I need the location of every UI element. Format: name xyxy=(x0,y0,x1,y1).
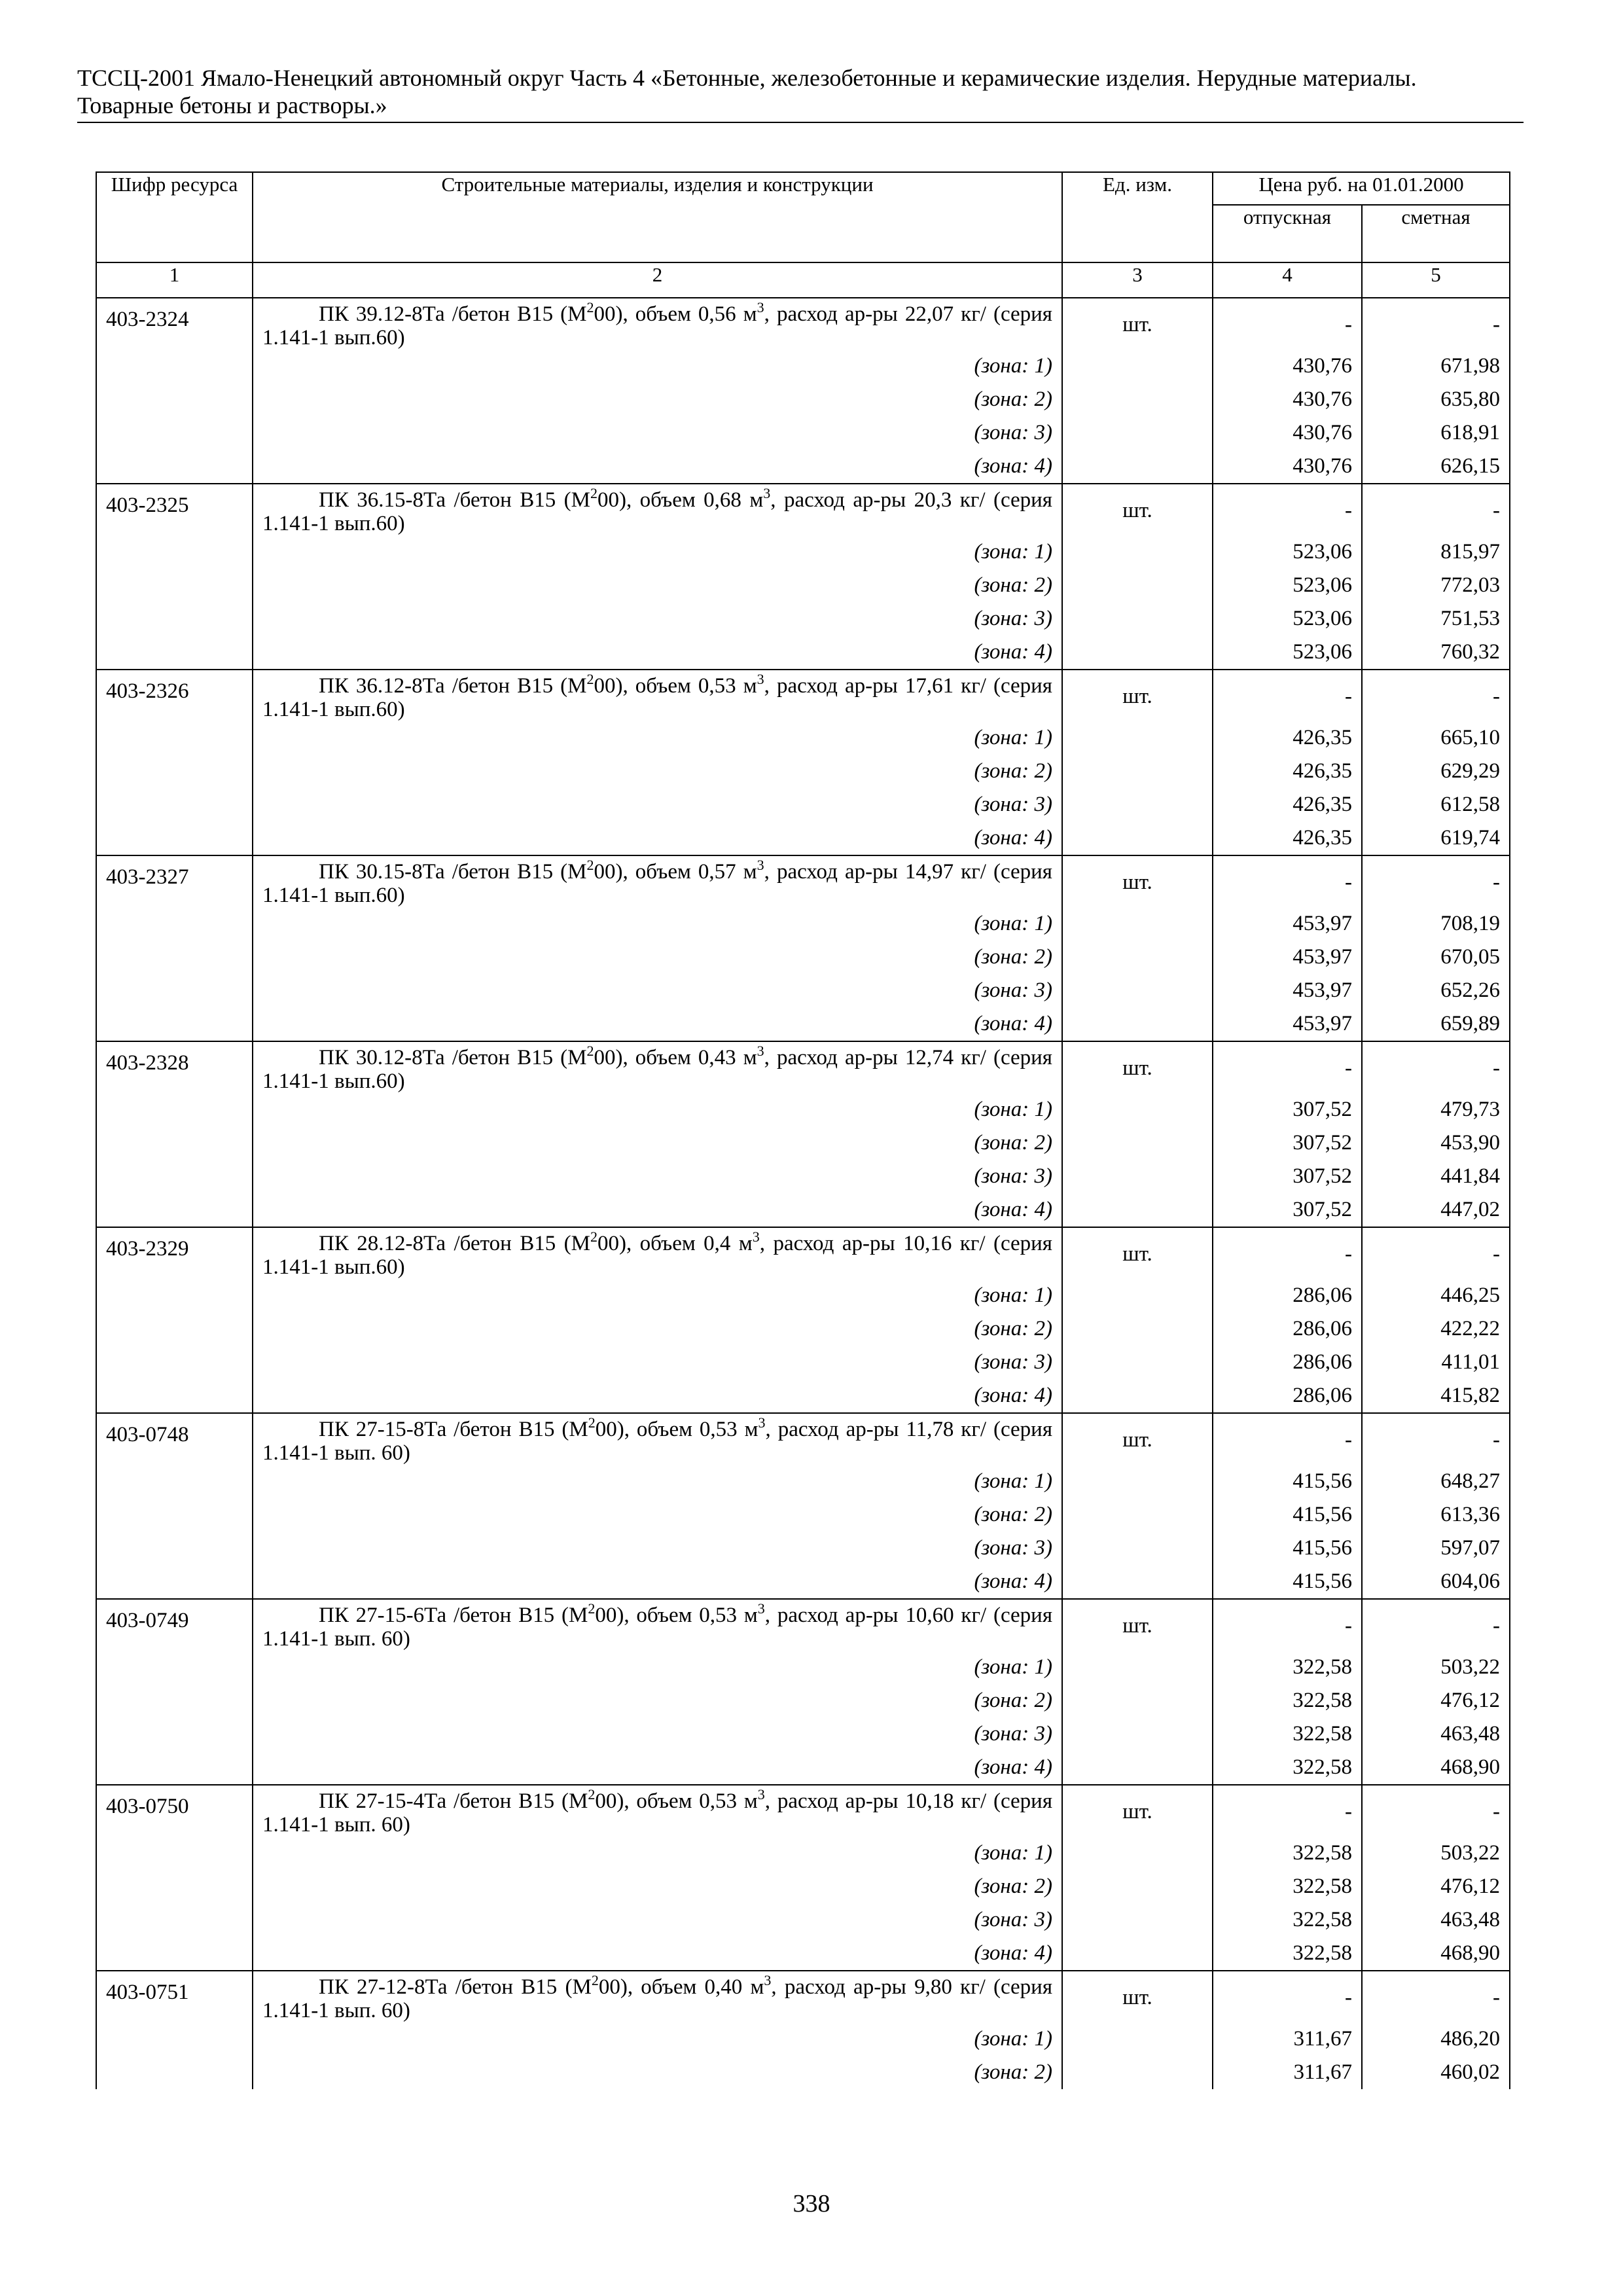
release-price: - xyxy=(1213,1041,1362,1093)
zone-row xyxy=(96,416,1510,450)
release-price: - xyxy=(1213,855,1362,907)
zone-release-price: 523,06 xyxy=(1213,535,1362,569)
zone-release-price: 322,58 xyxy=(1213,1651,1362,1684)
zone-label: (зона: 3) xyxy=(253,788,1062,821)
desc-mid: 00), объем 0,4 м xyxy=(597,1232,753,1255)
zone-estimate-price: 619,74 xyxy=(1362,821,1510,855)
material-description xyxy=(253,298,1062,350)
price-table xyxy=(96,171,1510,2089)
zone-row xyxy=(96,1751,1510,1785)
zone-row xyxy=(96,788,1510,821)
table-row xyxy=(96,1413,1510,1465)
desc-sup: 2 xyxy=(586,299,594,315)
zone-label: (зона: 2) xyxy=(253,941,1062,974)
header-rule xyxy=(77,122,1524,123)
zone-release-price: 426,35 xyxy=(1213,721,1362,755)
zone-release-price: 322,58 xyxy=(1213,1870,1362,1903)
resource-code: 403-2326 xyxy=(96,670,253,855)
desc-suffix: , расход ар-ры 14,97 кг/ (серия 1.141-1 вып.60) xyxy=(262,860,1052,907)
material-description-text xyxy=(262,1972,1053,2022)
zone-label: (зона: 4) xyxy=(253,636,1062,670)
table-row xyxy=(96,855,1510,907)
resource-code: 403-2324 xyxy=(96,298,253,484)
zone-row xyxy=(96,636,1510,670)
zone-label: (зона: 1) xyxy=(253,1279,1062,1312)
estimate-price: - xyxy=(1362,1041,1510,1093)
zone-release-price: 523,06 xyxy=(1213,636,1362,670)
desc-prefix: ПК 28.12-8Та /бетон В15 (М xyxy=(319,1232,590,1255)
zone-row xyxy=(96,1651,1510,1684)
material-description xyxy=(253,1041,1062,1093)
zone-release-price: 286,06 xyxy=(1213,1312,1362,1346)
desc-mid: 00), объем 0,57 м xyxy=(594,860,757,884)
col-header-estimate: сметная xyxy=(1362,205,1510,262)
zone-estimate-price: 463,48 xyxy=(1362,1717,1510,1751)
desc-suffix: , расход ар-ры 9,80 кг/ (серия 1.141-1 вып. 60) xyxy=(262,1975,1053,2022)
zone-release-price: 322,58 xyxy=(1213,1717,1362,1751)
zone-estimate-price: 708,19 xyxy=(1362,907,1510,941)
zone-estimate-price: 503,22 xyxy=(1362,1651,1510,1684)
table-row xyxy=(96,1041,1510,1093)
desc-prefix: ПК 39.12-8Та /бетон В15 (М xyxy=(319,302,587,326)
zone-row xyxy=(96,1937,1510,1971)
zone-label: (зона: 4) xyxy=(253,1193,1062,1227)
zone-estimate-price: 422,22 xyxy=(1362,1312,1510,1346)
zone-release-price: 322,58 xyxy=(1213,1837,1362,1870)
zone-release-price: 426,35 xyxy=(1213,755,1362,788)
zone-release-price: 430,76 xyxy=(1213,450,1362,484)
release-price: - xyxy=(1213,1599,1362,1651)
zone-label: (зона: 2) xyxy=(253,1870,1062,1903)
zone-release-price: 415,56 xyxy=(1213,1498,1362,1532)
unit: шт. xyxy=(1062,1413,1213,1599)
desc-suffix: , расход ар-ры 10,16 кг/ (серия 1.141-1 вып.60) xyxy=(262,1232,1052,1279)
table-row xyxy=(96,1971,1510,2022)
zone-release-price: 415,56 xyxy=(1213,1465,1362,1498)
release-price: - xyxy=(1213,1413,1362,1465)
zone-release-price: 322,58 xyxy=(1213,1751,1362,1785)
zone-estimate-price: 772,03 xyxy=(1362,569,1510,602)
desc-suffix: , расход ар-ры 22,07 кг/ (серия 1.141-1 вып.60) xyxy=(262,302,1052,350)
zone-row xyxy=(96,821,1510,855)
zone-estimate-price: 476,12 xyxy=(1362,1684,1510,1717)
zone-label: (зона: 1) xyxy=(253,350,1062,383)
zone-release-price: 523,06 xyxy=(1213,569,1362,602)
desc-sup: 3 xyxy=(757,1786,765,1803)
zone-row xyxy=(96,1379,1510,1413)
zone-label: (зона: 2) xyxy=(253,383,1062,416)
zone-estimate-price: 447,02 xyxy=(1362,1193,1510,1227)
zone-label: (зона: 1) xyxy=(253,907,1062,941)
desc-sup: 3 xyxy=(764,1972,772,1988)
unit: шт. xyxy=(1062,1971,1213,2089)
zone-estimate-price: 665,10 xyxy=(1362,721,1510,755)
material-description-text xyxy=(262,1043,1052,1093)
material-description-text xyxy=(262,1600,1053,1651)
desc-sup: 2 xyxy=(586,1043,594,1059)
zone-row xyxy=(96,1684,1510,1717)
resource-code: 403-2325 xyxy=(96,484,253,670)
zone-label: (зона: 1) xyxy=(253,2022,1062,2056)
zone-estimate-price: 468,90 xyxy=(1362,1751,1510,1785)
desc-sup: 3 xyxy=(758,1414,766,1431)
zone-release-price: 415,56 xyxy=(1213,1532,1362,1565)
zone-label: (зона: 4) xyxy=(253,1565,1062,1599)
col-header-price: Цена руб. на 01.01.2000 xyxy=(1213,172,1510,205)
zone-row xyxy=(96,974,1510,1007)
desc-prefix: ПК 27-15-8Та /бетон В15 (М xyxy=(319,1418,588,1441)
zone-row xyxy=(96,1532,1510,1565)
zone-label: (зона: 4) xyxy=(253,450,1062,484)
zone-estimate-price: 671,98 xyxy=(1362,350,1510,383)
zone-row xyxy=(96,1465,1510,1498)
zone-label: (зона: 3) xyxy=(253,1160,1062,1193)
desc-suffix: , расход ар-ры 17,61 кг/ (серия 1.141-1 вып.60) xyxy=(262,674,1052,721)
zone-label: (зона: 4) xyxy=(253,1379,1062,1413)
zone-release-price: 523,06 xyxy=(1213,602,1362,636)
col-number: 2 xyxy=(253,262,1062,298)
table-row xyxy=(96,1599,1510,1651)
zone-row xyxy=(96,1870,1510,1903)
zone-row xyxy=(96,721,1510,755)
material-description-text xyxy=(262,485,1052,535)
zone-estimate-price: 760,32 xyxy=(1362,636,1510,670)
zone-release-price: 311,67 xyxy=(1213,2056,1362,2089)
zone-release-price: 453,97 xyxy=(1213,907,1362,941)
zone-estimate-price: 415,82 xyxy=(1362,1379,1510,1413)
table-row xyxy=(96,670,1510,721)
material-description xyxy=(253,1599,1062,1651)
unit: шт. xyxy=(1062,1227,1213,1413)
material-description xyxy=(253,1785,1062,1837)
estimate-price: - xyxy=(1362,670,1510,721)
zone-label: (зона: 1) xyxy=(253,1651,1062,1684)
desc-mid: 00), объем 0,56 м xyxy=(594,302,757,326)
zone-label: (зона: 3) xyxy=(253,1903,1062,1937)
zone-release-price: 453,97 xyxy=(1213,941,1362,974)
resource-code: 403-0750 xyxy=(96,1785,253,1971)
zone-release-price: 426,35 xyxy=(1213,788,1362,821)
desc-prefix: ПК 27-12-8Та /бетон В15 (М xyxy=(319,1975,592,1999)
zone-label: (зона: 2) xyxy=(253,1684,1062,1717)
unit: шт. xyxy=(1062,670,1213,855)
unit: шт. xyxy=(1062,1041,1213,1227)
material-description-text xyxy=(262,1786,1053,1837)
estimate-price: - xyxy=(1362,1971,1510,2022)
zone-release-price: 453,97 xyxy=(1213,974,1362,1007)
zone-estimate-price: 815,97 xyxy=(1362,535,1510,569)
estimate-price: - xyxy=(1362,1227,1510,1279)
zone-row xyxy=(96,1498,1510,1532)
zone-estimate-price: 597,07 xyxy=(1362,1532,1510,1565)
zone-estimate-price: 468,90 xyxy=(1362,1937,1510,1971)
zone-label: (зона: 4) xyxy=(253,821,1062,855)
table-row xyxy=(96,1785,1510,1837)
desc-sup: 3 xyxy=(763,485,771,501)
zone-label: (зона: 2) xyxy=(253,2056,1062,2089)
material-description xyxy=(253,1413,1062,1465)
resource-code: 403-0748 xyxy=(96,1413,253,1599)
table-row xyxy=(96,484,1510,535)
desc-mid: 00), объем 0,53 м xyxy=(594,674,757,698)
zone-label: (зона: 3) xyxy=(253,1717,1062,1751)
zone-label: (зона: 1) xyxy=(253,1465,1062,1498)
zone-estimate-price: 486,20 xyxy=(1362,2022,1510,2056)
zone-row xyxy=(96,941,1510,974)
zone-row xyxy=(96,1565,1510,1599)
desc-sup: 2 xyxy=(590,485,597,501)
zone-label: (зона: 3) xyxy=(253,974,1062,1007)
desc-sup: 3 xyxy=(757,857,764,873)
material-description xyxy=(253,670,1062,721)
zone-release-price: 453,97 xyxy=(1213,1007,1362,1041)
zone-row xyxy=(96,1007,1510,1041)
zone-release-price: 307,52 xyxy=(1213,1193,1362,1227)
zone-estimate-price: 612,58 xyxy=(1362,788,1510,821)
material-description xyxy=(253,855,1062,907)
desc-suffix: , расход ар-ры 12,74 кг/ (серия 1.141-1 вып.60) xyxy=(262,1046,1052,1093)
zone-row xyxy=(96,1193,1510,1227)
zone-estimate-price: 648,27 xyxy=(1362,1465,1510,1498)
zone-release-price: 430,76 xyxy=(1213,350,1362,383)
desc-suffix: , расход ар-ры 20,3 кг/ (серия 1.141-1 вып.60) xyxy=(262,488,1052,535)
zone-row xyxy=(96,1346,1510,1379)
unit: шт. xyxy=(1062,298,1213,484)
resource-code: 403-2328 xyxy=(96,1041,253,1227)
zone-estimate-price: 453,90 xyxy=(1362,1126,1510,1160)
desc-mid: 00), объем 0,68 м xyxy=(597,488,764,512)
desc-prefix: ПК 36.12-8Та /бетон В15 (М xyxy=(319,674,587,698)
estimate-price: - xyxy=(1362,855,1510,907)
zone-row xyxy=(96,907,1510,941)
zone-label: (зона: 1) xyxy=(253,535,1062,569)
col-number: 5 xyxy=(1362,262,1510,298)
resource-code: 403-0751 xyxy=(96,1971,253,2089)
zone-estimate-price: 604,06 xyxy=(1362,1565,1510,1599)
zone-release-price: 322,58 xyxy=(1213,1937,1362,1971)
material-description xyxy=(253,484,1062,535)
material-description xyxy=(253,1971,1062,2022)
zone-estimate-price: 479,73 xyxy=(1362,1093,1510,1126)
resource-code: 403-0749 xyxy=(96,1599,253,1785)
desc-suffix: , расход ар-ры 11,78 кг/ (серия 1.141-1 вып. 60) xyxy=(262,1418,1052,1465)
desc-sup: 3 xyxy=(752,1229,760,1245)
desc-prefix: ПК 36.15-8Та /бетон В15 (М xyxy=(319,488,590,512)
estimate-price: - xyxy=(1362,298,1510,350)
material-description-text xyxy=(262,1229,1052,1279)
unit: шт. xyxy=(1062,1599,1213,1785)
desc-mid: 00), объем 0,40 м xyxy=(598,1975,764,1999)
zone-release-price: 286,06 xyxy=(1213,1379,1362,1413)
material-description-text xyxy=(262,299,1052,350)
table-row xyxy=(96,298,1510,350)
desc-prefix: ПК 27-15-6Та /бетон В15 (М xyxy=(319,1604,588,1627)
header-line-1: ТССЦ-2001 Ямало-Ненецкий автономный округ Часть 4 «Бетонные, железобетонные и керамические изделия. Нерудные материалы. xyxy=(77,65,1417,91)
desc-sup: 3 xyxy=(757,1043,764,1059)
zone-row xyxy=(96,1160,1510,1193)
zone-row xyxy=(96,1312,1510,1346)
table-row xyxy=(96,1227,1510,1279)
zone-release-price: 322,58 xyxy=(1213,1684,1362,1717)
zone-label: (зона: 4) xyxy=(253,1007,1062,1041)
zone-estimate-price: 652,26 xyxy=(1362,974,1510,1007)
zone-estimate-price: 441,84 xyxy=(1362,1160,1510,1193)
material-description xyxy=(253,1227,1062,1279)
zone-release-price: 426,35 xyxy=(1213,821,1362,855)
desc-mid: 00), объем 0,43 м xyxy=(594,1046,757,1069)
zone-label: (зона: 4) xyxy=(253,1937,1062,1971)
estimate-price: - xyxy=(1362,1413,1510,1465)
zone-estimate-price: 626,15 xyxy=(1362,450,1510,484)
zone-release-price: 322,58 xyxy=(1213,1903,1362,1937)
desc-prefix: ПК 30.12-8Та /бетон В15 (М xyxy=(319,1046,587,1069)
desc-sup: 2 xyxy=(588,1600,596,1617)
desc-suffix: , расход ар-ры 10,60 кг/ (серия 1.141-1 вып. 60) xyxy=(262,1604,1053,1651)
release-price: - xyxy=(1213,670,1362,721)
zone-label: (зона: 1) xyxy=(253,1093,1062,1126)
zone-row xyxy=(96,1093,1510,1126)
zone-estimate-price: 411,01 xyxy=(1362,1346,1510,1379)
desc-mid: 00), объем 0,53 м xyxy=(595,1604,758,1627)
zone-row xyxy=(96,535,1510,569)
zone-row xyxy=(96,2022,1510,2056)
zone-label: (зона: 3) xyxy=(253,416,1062,450)
zone-release-price: 415,56 xyxy=(1213,1565,1362,1599)
zone-label: (зона: 2) xyxy=(253,1126,1062,1160)
material-description-text xyxy=(262,1414,1052,1465)
zone-row xyxy=(96,450,1510,484)
zone-release-price: 286,06 xyxy=(1213,1279,1362,1312)
desc-prefix: ПК 30.15-8Та /бетон В15 (М xyxy=(319,860,587,884)
zone-label: (зона: 4) xyxy=(253,1751,1062,1785)
zone-row xyxy=(96,1837,1510,1870)
zone-release-price: 307,52 xyxy=(1213,1093,1362,1126)
zone-row xyxy=(96,1903,1510,1937)
col-number: 4 xyxy=(1213,262,1362,298)
desc-prefix: ПК 27-15-4Та /бетон В15 (М xyxy=(319,1789,588,1813)
desc-sup: 2 xyxy=(588,1414,596,1431)
unit: шт. xyxy=(1062,855,1213,1041)
zone-estimate-price: 503,22 xyxy=(1362,1837,1510,1870)
desc-sup: 2 xyxy=(586,671,594,687)
zone-row xyxy=(96,2056,1510,2089)
estimate-price: - xyxy=(1362,1785,1510,1837)
zone-row xyxy=(96,569,1510,602)
zone-label: (зона: 2) xyxy=(253,569,1062,602)
zone-estimate-price: 751,53 xyxy=(1362,602,1510,636)
zone-estimate-price: 618,91 xyxy=(1362,416,1510,450)
zone-release-price: 430,76 xyxy=(1213,416,1362,450)
zone-estimate-price: 659,89 xyxy=(1362,1007,1510,1041)
zone-release-price: 286,06 xyxy=(1213,1346,1362,1379)
document-header xyxy=(77,64,1514,119)
release-price: - xyxy=(1213,1785,1362,1837)
col-header-unit: Ед. изм. xyxy=(1062,172,1213,262)
estimate-price: - xyxy=(1362,484,1510,535)
col-number: 1 xyxy=(96,262,253,298)
zone-row xyxy=(96,1717,1510,1751)
desc-sup: 2 xyxy=(586,857,594,873)
zone-row xyxy=(96,350,1510,383)
desc-suffix: , расход ар-ры 10,18 кг/ (серия 1.141-1 вып. 60) xyxy=(262,1789,1053,1837)
zone-estimate-price: 460,02 xyxy=(1362,2056,1510,2089)
zone-row xyxy=(96,602,1510,636)
desc-mid: 00), объем 0,53 м xyxy=(595,1418,758,1441)
zone-estimate-price: 476,12 xyxy=(1362,1870,1510,1903)
release-price: - xyxy=(1213,1227,1362,1279)
zone-row xyxy=(96,1279,1510,1312)
zone-row xyxy=(96,1126,1510,1160)
release-price: - xyxy=(1213,484,1362,535)
desc-sup: 2 xyxy=(591,1972,599,1988)
material-description-text xyxy=(262,857,1052,907)
zone-release-price: 311,67 xyxy=(1213,2022,1362,2056)
resource-code: 403-2327 xyxy=(96,855,253,1041)
col-number: 3 xyxy=(1062,262,1213,298)
zone-release-price: 430,76 xyxy=(1213,383,1362,416)
estimate-price: - xyxy=(1362,1599,1510,1651)
release-price: - xyxy=(1213,298,1362,350)
page-number: 338 xyxy=(793,2190,830,2217)
zone-estimate-price: 613,36 xyxy=(1362,1498,1510,1532)
zone-row xyxy=(96,755,1510,788)
zone-label: (зона: 3) xyxy=(253,602,1062,636)
desc-sup: 3 xyxy=(757,671,764,687)
col-header-name: Строительные материалы, изделия и конструкции xyxy=(253,172,1062,262)
col-header-release: отпускная xyxy=(1213,205,1362,262)
zone-label: (зона: 1) xyxy=(253,721,1062,755)
zone-estimate-price: 446,25 xyxy=(1362,1279,1510,1312)
zone-label: (зона: 2) xyxy=(253,1312,1062,1346)
zone-label: (зона: 1) xyxy=(253,1837,1062,1870)
zone-estimate-price: 463,48 xyxy=(1362,1903,1510,1937)
desc-sup: 3 xyxy=(757,1600,765,1617)
header-line-2: Товарные бетоны и растворы.» xyxy=(77,92,387,118)
desc-sup: 2 xyxy=(590,1229,597,1245)
zone-release-price: 307,52 xyxy=(1213,1126,1362,1160)
release-price: - xyxy=(1213,1971,1362,2022)
material-description-text xyxy=(262,671,1052,721)
resource-code: 403-2329 xyxy=(96,1227,253,1413)
zone-label: (зона: 3) xyxy=(253,1346,1062,1379)
zone-estimate-price: 670,05 xyxy=(1362,941,1510,974)
unit: шт. xyxy=(1062,484,1213,670)
desc-mid: 00), объем 0,53 м xyxy=(595,1789,758,1813)
zone-estimate-price: 635,80 xyxy=(1362,383,1510,416)
unit: шт. xyxy=(1062,1785,1213,1971)
zone-label: (зона: 2) xyxy=(253,1498,1062,1532)
zone-release-price: 307,52 xyxy=(1213,1160,1362,1193)
col-header-code: Шифр ресурса xyxy=(96,172,253,262)
zone-label: (зона: 2) xyxy=(253,755,1062,788)
desc-sup: 2 xyxy=(588,1786,596,1803)
zone-row xyxy=(96,383,1510,416)
zone-estimate-price: 629,29 xyxy=(1362,755,1510,788)
desc-sup: 3 xyxy=(757,299,764,315)
zone-label: (зона: 3) xyxy=(253,1532,1062,1565)
